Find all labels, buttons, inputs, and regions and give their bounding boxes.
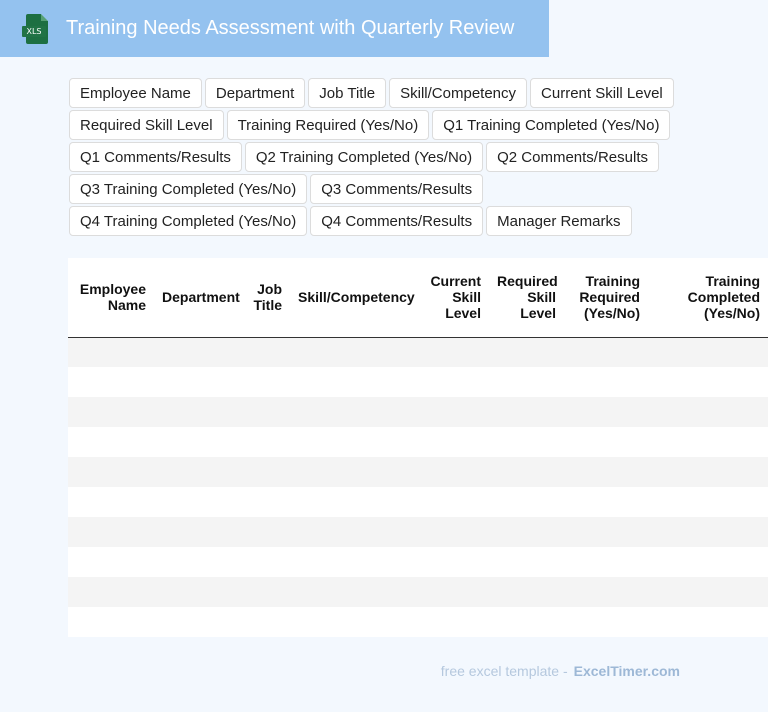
table-cell[interactable]	[244, 427, 290, 457]
table-cell[interactable]	[290, 547, 421, 577]
column-header-text: Skill	[452, 289, 481, 306]
field-chip[interactable]: Current Skill Level	[530, 78, 674, 108]
table-cell[interactable]	[421, 367, 489, 397]
table-cell[interactable]	[154, 487, 244, 517]
table-cell[interactable]	[648, 397, 768, 427]
column-header[interactable]	[290, 258, 421, 337]
table-cell[interactable]	[290, 517, 421, 547]
title-banner	[0, 0, 549, 57]
table-cell[interactable]	[68, 457, 154, 487]
table-cell[interactable]	[421, 487, 489, 517]
column-header-text: Required	[579, 289, 640, 306]
table-cell[interactable]	[648, 547, 768, 577]
column-header-text: (Yes/No)	[583, 305, 640, 322]
table-cell[interactable]	[489, 487, 564, 517]
field-chip-list	[69, 78, 679, 238]
table-row	[68, 337, 768, 367]
table-row	[68, 487, 768, 517]
table-cell[interactable]	[564, 397, 648, 427]
table-row	[68, 397, 768, 427]
table-cell[interactable]	[290, 427, 421, 457]
table-cell[interactable]	[648, 577, 768, 607]
table-cell[interactable]	[421, 577, 489, 607]
table-cell[interactable]	[421, 427, 489, 457]
table-cell[interactable]	[290, 577, 421, 607]
table-cell[interactable]	[648, 427, 768, 457]
table-cell[interactable]	[244, 457, 290, 487]
table-cell[interactable]	[290, 457, 421, 487]
table-cell[interactable]	[244, 517, 290, 547]
table-cell[interactable]	[648, 367, 768, 397]
table-cell[interactable]	[564, 487, 648, 517]
table-cell[interactable]	[154, 577, 244, 607]
field-chip[interactable]: Department	[205, 78, 305, 108]
table-row	[68, 517, 768, 547]
table-cell[interactable]	[648, 607, 768, 637]
column-header-text: Department	[162, 289, 240, 306]
field-chip[interactable]: Q3 Comments/Results	[310, 174, 483, 204]
data-table-container[interactable]	[68, 258, 760, 637]
table-cell[interactable]	[564, 337, 648, 367]
table-cell[interactable]	[489, 337, 564, 367]
table-cell[interactable]	[648, 487, 768, 517]
field-chip-row	[69, 78, 679, 108]
column-header-text: Job	[257, 281, 282, 298]
excel-file-icon: XLS	[22, 14, 50, 44]
field-chip[interactable]: Q4 Training Completed (Yes/No)	[69, 206, 307, 236]
table-row	[68, 577, 768, 607]
table-cell[interactable]	[154, 517, 244, 547]
table-cell[interactable]	[648, 337, 768, 367]
table-cell[interactable]	[564, 457, 648, 487]
data-table	[68, 258, 768, 637]
column-header[interactable]	[421, 258, 489, 337]
table-cell[interactable]	[489, 607, 564, 637]
column-header[interactable]	[68, 258, 154, 337]
column-header-text: Completed	[687, 289, 760, 306]
table-cell[interactable]	[648, 457, 768, 487]
table-row	[68, 457, 768, 487]
table-cell[interactable]	[68, 337, 154, 367]
field-chip[interactable]: Training Required (Yes/No)	[227, 110, 430, 140]
column-header-text: Level	[520, 305, 556, 322]
page-title: Training Needs Assessment with Quarterly Review	[66, 17, 515, 39]
table-cell[interactable]	[290, 487, 421, 517]
field-chip[interactable]: Job Title	[308, 78, 386, 108]
table-cell[interactable]	[421, 517, 489, 547]
table-cell[interactable]	[154, 547, 244, 577]
footer-credit	[441, 663, 680, 679]
table-cell[interactable]	[154, 427, 244, 457]
field-chip[interactable]: Manager Remarks	[486, 206, 631, 236]
column-header-text: Training	[585, 273, 640, 290]
table-cell[interactable]	[489, 367, 564, 397]
table-row	[68, 547, 768, 577]
column-header-text: Name	[107, 297, 146, 314]
column-header-text: (Yes/No)	[703, 305, 760, 322]
field-chip[interactable]: Employee Name	[69, 78, 202, 108]
table-cell[interactable]	[489, 397, 564, 427]
table-cell[interactable]	[489, 577, 564, 607]
table-cell[interactable]	[154, 397, 244, 427]
table-cell[interactable]	[421, 547, 489, 577]
field-chip[interactable]: Q2 Comments/Results	[486, 142, 659, 172]
table-cell[interactable]	[421, 607, 489, 637]
table-cell[interactable]	[154, 607, 244, 637]
table-cell[interactable]	[564, 517, 648, 547]
table-header-row	[68, 258, 768, 337]
table-cell[interactable]	[154, 367, 244, 397]
table-cell[interactable]	[244, 547, 290, 577]
table-cell[interactable]	[244, 487, 290, 517]
table-cell[interactable]	[244, 607, 290, 637]
table-cell[interactable]	[290, 607, 421, 637]
field-chip-row	[69, 142, 679, 172]
table-row	[68, 607, 768, 637]
footer-brand-link[interactable]: ExcelTimer.com	[573, 663, 680, 679]
column-header-text: Current	[430, 273, 481, 290]
table-cell[interactable]	[68, 367, 154, 397]
column-header-text: Training	[705, 273, 760, 290]
field-chip[interactable]: Q3 Training Completed (Yes/No)	[69, 174, 307, 204]
table-cell[interactable]	[421, 397, 489, 427]
table-cell[interactable]	[290, 367, 421, 397]
table-cell[interactable]	[68, 577, 154, 607]
column-header[interactable]	[648, 258, 768, 337]
field-chip[interactable]: Q1 Comments/Results	[69, 142, 242, 172]
table-cell[interactable]	[489, 427, 564, 457]
field-chip-row	[69, 206, 679, 236]
table-row	[68, 427, 768, 457]
table-row	[68, 367, 768, 397]
table-cell[interactable]	[244, 397, 290, 427]
table-cell[interactable]	[68, 517, 154, 547]
table-cell[interactable]	[421, 457, 489, 487]
table-cell[interactable]	[68, 607, 154, 637]
table-cell[interactable]	[68, 547, 154, 577]
field-chip[interactable]: Q1 Training Completed (Yes/No)	[432, 110, 670, 140]
field-chip[interactable]: Skill/Competency	[389, 78, 527, 108]
table-cell[interactable]	[489, 547, 564, 577]
table-cell[interactable]	[154, 457, 244, 487]
table-cell[interactable]	[421, 337, 489, 367]
field-chip-row	[69, 174, 679, 204]
table-cell[interactable]	[68, 397, 154, 427]
table-cell[interactable]	[489, 457, 564, 487]
table-cell[interactable]	[154, 337, 244, 367]
field-chip[interactable]: Required Skill Level	[69, 110, 224, 140]
table-cell[interactable]	[244, 367, 290, 397]
table-cell[interactable]	[68, 427, 154, 457]
column-header-text: Skill/Competency	[298, 289, 415, 306]
column-header-text: Required	[497, 273, 558, 290]
table-cell[interactable]	[648, 517, 768, 547]
table-cell[interactable]	[290, 337, 421, 367]
footer-prefix: free excel template -	[440, 663, 568, 679]
field-chip[interactable]: Q2 Training Completed (Yes/No)	[245, 142, 483, 172]
table-cell[interactable]	[564, 547, 648, 577]
column-header-text: Employee	[79, 281, 146, 298]
column-header[interactable]	[154, 258, 244, 337]
column-header-text: Level	[445, 305, 481, 322]
table-cell[interactable]	[68, 487, 154, 517]
table-cell[interactable]	[290, 397, 421, 427]
field-chip[interactable]: Q4 Comments/Results	[310, 206, 483, 236]
column-header[interactable]	[489, 258, 564, 337]
column-header[interactable]	[564, 258, 648, 337]
table-cell[interactable]	[244, 337, 290, 367]
table-cell[interactable]	[564, 367, 648, 397]
table-cell[interactable]	[489, 517, 564, 547]
table-cell[interactable]	[564, 427, 648, 457]
table-cell[interactable]	[244, 577, 290, 607]
table-cell[interactable]	[564, 607, 648, 637]
column-header[interactable]	[244, 258, 290, 337]
column-header-text: Skill	[527, 289, 556, 306]
table-cell[interactable]	[564, 577, 648, 607]
field-chip-row	[69, 110, 679, 140]
column-header-text: Title	[253, 297, 282, 314]
